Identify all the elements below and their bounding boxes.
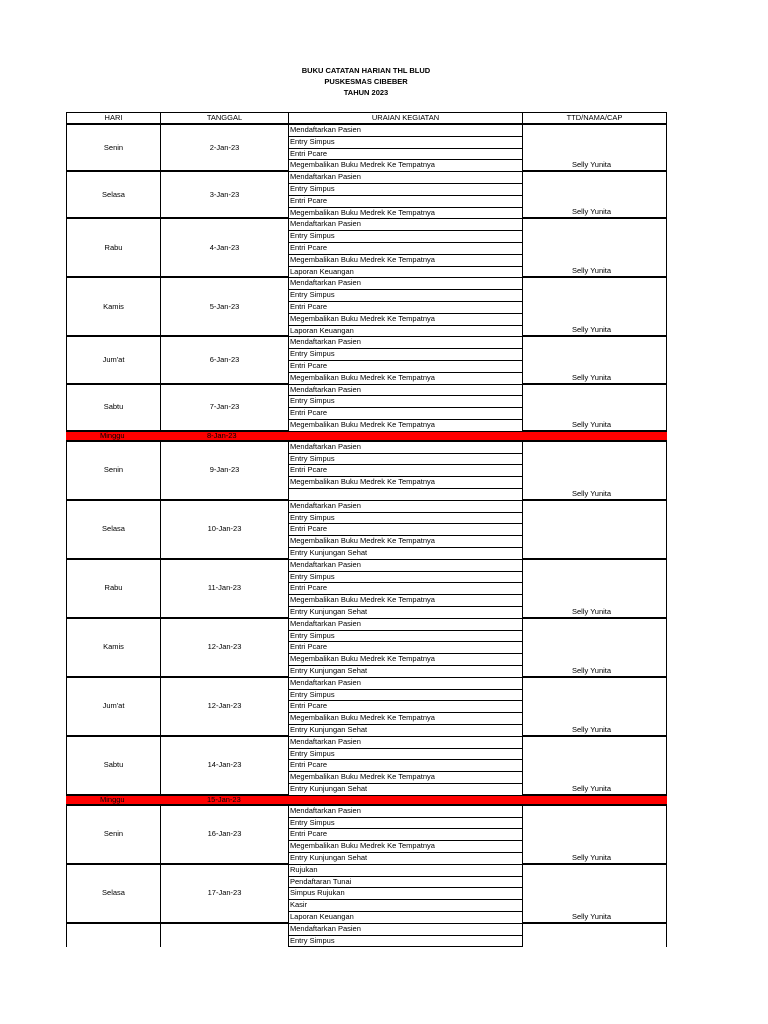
signature-name: Selly Yunita (572, 606, 612, 616)
day-cell: Sabtu (66, 736, 161, 795)
activity-entry: Mendaftarkan Pasien (288, 124, 523, 137)
activity-entry: Entry Simpus (288, 748, 523, 761)
signature-name: Selly Yunita (572, 665, 612, 675)
activity-entry: Megembalikan Buku Medrek Ke Tempatnya (288, 313, 523, 326)
day-cell: Sabtu (66, 384, 161, 431)
date-cell (160, 923, 289, 947)
day-cell: Jum'at (66, 677, 161, 736)
activity-entry: Mendaftarkan Pasien (288, 923, 523, 936)
activity-entry: Mendaftarkan Pasien (288, 736, 523, 749)
activity-entry: Entry Simpus (288, 817, 523, 830)
activity-entry: Megembalikan Buku Medrek Ke Tempatnya (288, 159, 523, 172)
signature-name: Selly Yunita (572, 419, 612, 429)
date-cell: 6-Jan-23 (160, 336, 289, 383)
activity-entry: Megembalikan Buku Medrek Ke Tempatnya (288, 840, 523, 853)
day-cell: Rabu (66, 218, 161, 277)
institution-name: PUSKESMAS CIBEBER (324, 77, 408, 86)
signature-name: Selly Yunita (572, 911, 612, 921)
date-cell: 2-Jan-23 (160, 124, 289, 171)
activity-entry: Entry Simpus (288, 689, 523, 702)
date-cell: 14-Jan-23 (160, 736, 289, 795)
signature-name: Selly Yunita (572, 372, 612, 382)
activity-entry: Mendaftarkan Pasien (288, 805, 523, 818)
activity-entry: Mendaftarkan Pasien (288, 171, 523, 184)
activity-entry: Entry Simpus (288, 230, 523, 243)
activity-entry: Entry Simpus (288, 289, 523, 302)
day-cell: Senin (66, 441, 161, 500)
activity-entry: Mendaftarkan Pasien (288, 500, 523, 513)
year-label: TAHUN 2023 (343, 88, 389, 97)
activity-entry: Entri Pcare (288, 582, 523, 595)
activity-entry: Entri Pcare (288, 148, 523, 161)
activity-entry: Mendaftarkan Pasien (288, 618, 523, 631)
activity-entry: Laporan Keuangan (288, 911, 523, 924)
date-cell: 9-Jan-23 (160, 441, 289, 500)
activity-entry: Megembalikan Buku Medrek Ke Tempatnya (288, 594, 523, 607)
activity-entry: Mendaftarkan Pasien (288, 277, 523, 290)
day-cell: Selasa (66, 500, 161, 559)
signature-cell (522, 923, 667, 947)
activity-entry: Mendaftarkan Pasien (288, 384, 523, 397)
activity-entry: Pendaftaran Tunai (288, 876, 523, 889)
activity-entry: Megembalikan Buku Medrek Ke Tempatnya (288, 254, 523, 267)
day-cell: Selasa (66, 864, 161, 923)
day-cell: Selasa (66, 171, 161, 218)
activity-entry: Entry Simpus (288, 395, 523, 408)
date-cell: 17-Jan-23 (160, 864, 289, 923)
activity-entry: Entry Simpus (288, 935, 523, 948)
day-cell: Senin (66, 805, 161, 864)
date-cell: 10-Jan-23 (160, 500, 289, 559)
activity-entry: Simpus Rujukan (288, 887, 523, 900)
date-cell: 16-Jan-23 (160, 805, 289, 864)
activity-entry: Entry Simpus (288, 348, 523, 361)
signature-name: Selly Yunita (572, 852, 612, 862)
activity-entry: Entry Simpus (288, 630, 523, 643)
activity-entry: Mendaftarkan Pasien (288, 559, 523, 572)
activity-entry: Megembalikan Buku Medrek Ke Tempatnya (288, 476, 523, 489)
activity-entry: Megembalikan Buku Medrek Ke Tempatnya (288, 372, 523, 385)
activity-entry: Entri Pcare (288, 301, 523, 314)
holiday-date-label: 8-Jan-23 (207, 430, 237, 440)
day-cell (66, 923, 161, 947)
day-cell: Jum'at (66, 336, 161, 383)
day-cell: Senin (66, 124, 161, 171)
activity-entry: Entri Pcare (288, 464, 523, 477)
holiday-day-label: Minggu (100, 794, 125, 804)
activity-entry: Mendaftarkan Pasien (288, 441, 523, 454)
signature-name: Selly Yunita (572, 160, 612, 170)
column-header-activity: URAIAN KEGIATAN (288, 112, 523, 124)
activity-entry: Mendaftarkan Pasien (288, 218, 523, 231)
date-cell: 12-Jan-23 (160, 677, 289, 736)
activity-entry: Entri Pcare (288, 700, 523, 713)
date-cell: 4-Jan-23 (160, 218, 289, 277)
activity-entry: Entri Pcare (288, 360, 523, 373)
activity-entry: Entry Simpus (288, 136, 523, 149)
activity-entry: Megembalikan Buku Medrek Ke Tempatnya (288, 207, 523, 220)
day-cell: Kamis (66, 277, 161, 336)
activity-entry: Entry Kunjungan Sehat (288, 606, 523, 619)
signature-name: Selly Yunita (572, 207, 612, 217)
activity-entry: Entry Kunjungan Sehat (288, 852, 523, 865)
activity-entry: Entri Pcare (288, 641, 523, 654)
holiday-date-label: 15-Jan-23 (207, 794, 241, 804)
activity-entry: Rujukan (288, 864, 523, 877)
activity-entry: Entri Pcare (288, 407, 523, 420)
signature-name: Selly Yunita (572, 783, 612, 793)
day-cell: Kamis (66, 618, 161, 677)
activity-entry: Entri Pcare (288, 242, 523, 255)
activity-entry: Entry Simpus (288, 571, 523, 584)
activity-entry: Megembalikan Buku Medrek Ke Tempatnya (288, 712, 523, 725)
activity-entry: Entry Simpus (288, 453, 523, 466)
activity-entry: Entry Kunjungan Sehat (288, 783, 523, 796)
activity-entry: Megembalikan Buku Medrek Ke Tempatnya (288, 771, 523, 784)
day-cell: Rabu (66, 559, 161, 618)
signature-name: Selly Yunita (572, 724, 612, 734)
date-cell: 3-Jan-23 (160, 171, 289, 218)
activity-entry: Megembalikan Buku Medrek Ke Tempatnya (288, 419, 523, 432)
activity-entry: Entry Kunjungan Sehat (288, 665, 523, 678)
activity-entry: Laporan Keuangan (288, 325, 523, 338)
activity-entry: Entri Pcare (288, 759, 523, 772)
activity-entry: Entry Simpus (288, 512, 523, 525)
activity-entry: Megembalikan Buku Medrek Ke Tempatnya (288, 653, 523, 666)
signature-name: Selly Yunita (572, 266, 612, 276)
column-header-date: TANGGAL (160, 112, 289, 124)
holiday-day-label: Minggu (100, 430, 125, 440)
document-title: BUKU CATATAN HARIAN THL BLUD (301, 66, 431, 75)
date-cell: 5-Jan-23 (160, 277, 289, 336)
activity-entry: Entry Kunjungan Sehat (288, 724, 523, 737)
holiday-row (66, 795, 667, 805)
activity-entry: Mendaftarkan Pasien (288, 677, 523, 690)
activity-entry: Megembalikan Buku Medrek Ke Tempatnya (288, 535, 523, 548)
date-cell: 11-Jan-23 (160, 559, 289, 618)
activity-entry: Entry Simpus (288, 183, 523, 196)
activity-entry: Entri Pcare (288, 523, 523, 536)
activity-entry: Laporan Keuangan (288, 266, 523, 279)
signature-cell (522, 500, 667, 559)
date-cell: 7-Jan-23 (160, 384, 289, 431)
column-header-day: HARI (66, 112, 161, 124)
signature-name: Selly Yunita (572, 325, 612, 335)
column-header-signature: TTD/NAMA/CAP (522, 112, 667, 124)
activity-entry: Entri Pcare (288, 195, 523, 208)
holiday-row (66, 431, 667, 441)
activity-entry: Entry Kunjungan Sehat (288, 547, 523, 560)
activity-entry: Entri Pcare (288, 828, 523, 841)
date-cell: 12-Jan-23 (160, 618, 289, 677)
signature-name: Selly Yunita (572, 488, 612, 498)
activity-entry: Mendaftarkan Pasien (288, 336, 523, 349)
activity-entry: Kasir (288, 899, 523, 912)
